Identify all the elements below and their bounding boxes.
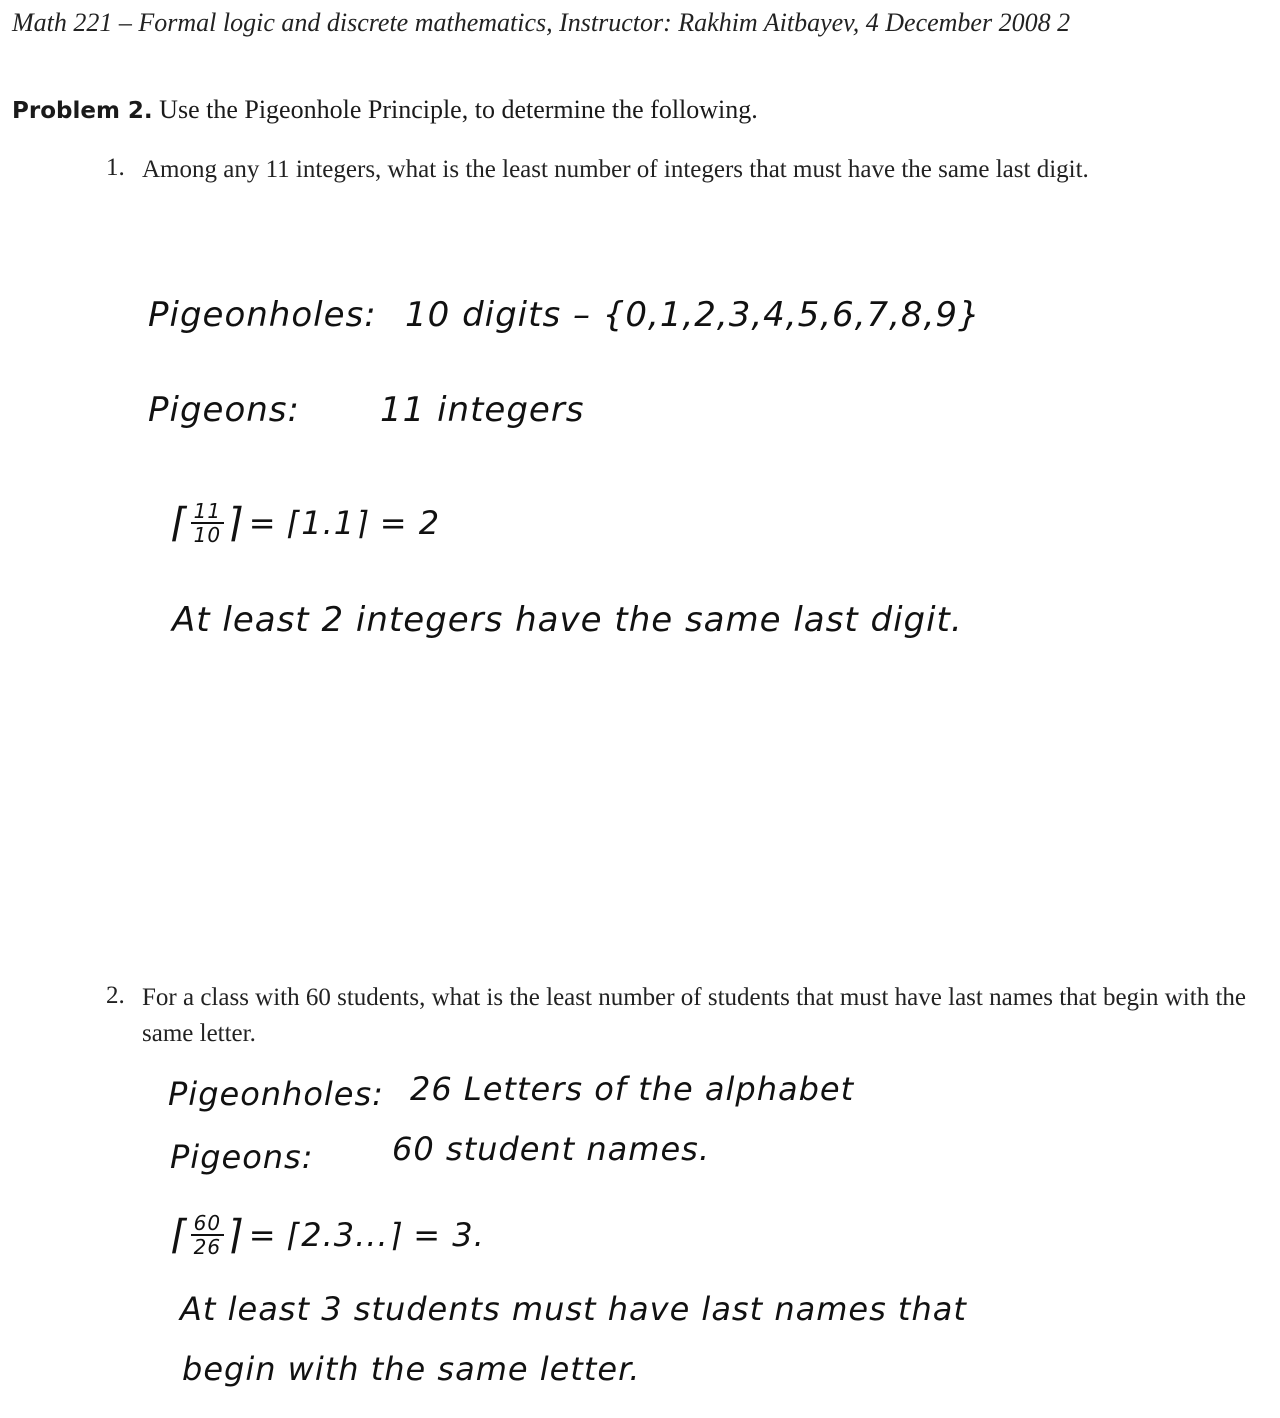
q1-ceil-close: ⌉ — [226, 500, 243, 546]
q2-pigeons-label: Pigeons: — [170, 1138, 314, 1176]
q1-fraction — [191, 500, 224, 546]
q2-pigeonholes-label: Pigeonholes: — [168, 1075, 384, 1113]
q2-ceil-close: ⌉ — [226, 1212, 243, 1258]
q1-fraction-numerator: 11 — [191, 500, 224, 524]
problem-label: Problem 2. — [12, 98, 153, 124]
question-2-number: 2. — [106, 982, 125, 1009]
q1-pigeonholes-value: 10 digits – {0,1,2,3,4,5,6,7,8,9} — [405, 295, 981, 335]
q1-fraction-denominator: 10 — [193, 523, 222, 547]
q1-conclusion: At least 2 integers have the same last digit. — [172, 600, 963, 640]
q2-fraction-numerator: 60 — [191, 1212, 224, 1236]
q1-pigeonholes-label: Pigeonholes: — [148, 295, 377, 335]
question-2-text: For a class with 60 students, what is the least number of students that must have last names that begin with the same letter. — [142, 984, 1246, 1047]
q2-calculation — [172, 1212, 485, 1258]
q2-conclusion-line-1: At least 3 students must have last names that — [180, 1290, 967, 1328]
q1-pigeons-label: Pigeons: — [148, 390, 300, 430]
q1-calculation — [172, 500, 440, 546]
q2-fraction-denominator: 26 — [193, 1235, 222, 1259]
q2-conclusion-line-2: begin with the same letter. — [182, 1350, 641, 1388]
q1-pigeons-value: 11 integers — [380, 390, 585, 430]
question-1-text: Among any 11 integers, what is the least number of integers that must have the same last digit. — [142, 156, 1089, 183]
q2-pigeonholes-value: 26 Letters of the alphabet — [410, 1070, 855, 1108]
q2-calc-result: = ⌈2.3...⌉ = 3. — [248, 1216, 485, 1254]
page-header: Math 221 – Formal logic and discrete mathematics, Instructor: Rakhim Aitbayev, 4 December 2008 2 — [12, 8, 1071, 37]
q2-ceil-open: ⌈ — [172, 1212, 189, 1258]
q1-calc-result: = ⌈1.1⌉ = 2 — [248, 504, 441, 542]
q1-ceil-open: ⌈ — [172, 500, 189, 546]
problem-heading — [12, 95, 758, 125]
q2-pigeons-value: 60 student names. — [392, 1130, 710, 1168]
question-1-number: 1. — [106, 154, 125, 181]
q2-fraction — [191, 1212, 224, 1258]
problem-intro: Use the Pigeonhole Principle, to determine the following. — [159, 95, 758, 124]
